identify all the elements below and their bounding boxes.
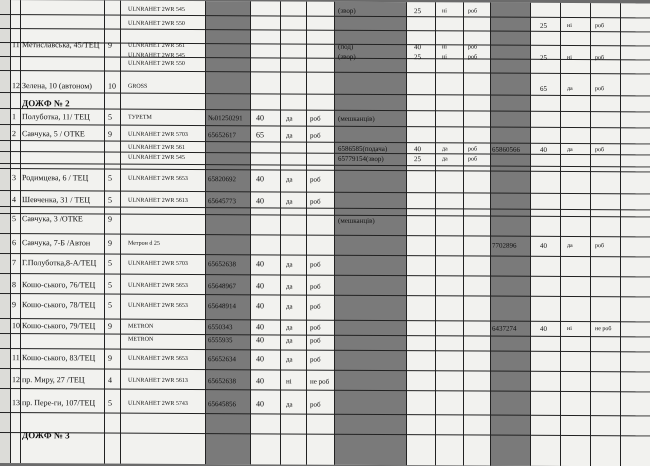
cell-c4: роб: [468, 54, 478, 61]
cell-d: 40: [256, 322, 264, 332]
cell-c2: роб: [310, 175, 321, 184]
cell-address: Кошо-ського, 76/ТЕЦ: [22, 280, 96, 290]
cell-s2: 7702896: [492, 241, 517, 250]
row-rule-6: [0, 92, 650, 96]
cell-address: Савчука, 7-Б /Автон: [22, 238, 91, 248]
cell-c4: роб: [468, 8, 478, 15]
cell-c1: да: [286, 302, 293, 311]
cell-note: 65779154(звор): [338, 154, 384, 164]
cell-c2: не роб: [310, 377, 330, 386]
cell-c1: да: [286, 114, 293, 123]
row-rule-10: [0, 151, 650, 155]
cell-e1: 65: [540, 84, 547, 93]
cell-address: Метиславська, 45/ТЕЦ: [22, 40, 100, 50]
cell-model: ULNRAHET 2WR 545: [128, 52, 185, 59]
row-rule-21: [0, 333, 650, 337]
cell-floors: 5: [108, 173, 112, 183]
cell-no: 11: [12, 353, 20, 363]
cell-serial: 65652617: [208, 131, 236, 140]
cell-floors: 9: [108, 238, 112, 248]
cell-model: METRON: [128, 336, 154, 343]
cell-c4: роб: [468, 44, 478, 51]
cell-c3: ні: [442, 54, 447, 61]
cell-no: 12: [12, 81, 20, 91]
cell-floors: 5: [108, 258, 112, 268]
cell-address: ДОЖФ № 2: [22, 98, 70, 109]
cell-no: 8: [12, 280, 16, 290]
row-rule-26: [0, 432, 650, 436]
row-rule-17: [0, 253, 650, 257]
cell-c2: роб: [310, 197, 321, 206]
cell-c1: да: [286, 323, 293, 332]
cell-c2: роб: [310, 323, 321, 332]
cell-c1: да: [286, 282, 293, 291]
cell-model: ULNRAHET 2WR 5653: [128, 302, 188, 309]
cell-model: ULNRAHET 2WR 561: [128, 42, 185, 49]
cell-e1: 25: [540, 21, 547, 30]
cell-c3: ні: [442, 44, 447, 51]
cell-e2: да: [567, 146, 573, 153]
row-rule-20: [0, 318, 650, 322]
cell-d: 40: [256, 354, 264, 364]
cell-n2: 25: [414, 53, 421, 62]
cell-no: 9: [12, 300, 16, 310]
row-rule-13: [0, 190, 650, 194]
cell-no: 3: [12, 173, 16, 183]
row-rule-12: [0, 168, 650, 172]
cell-e1: 40: [540, 145, 547, 154]
row-rule-24: [0, 388, 650, 392]
cell-e2: ні: [567, 22, 572, 29]
cell-model: ТУРЕТМ: [128, 114, 152, 121]
cell-c3: да: [442, 156, 448, 163]
cell-serial: 65652638: [208, 260, 236, 269]
cell-c3: да: [442, 146, 448, 153]
row-rule-25: [0, 412, 650, 416]
cell-no: 4: [12, 195, 16, 205]
row-rule-8: [0, 124, 650, 128]
cell-e2: да: [567, 85, 573, 92]
cell-model: ULNRAHET 2WR 550: [128, 60, 185, 67]
cell-e3: роб: [595, 55, 605, 62]
cell-d: 40: [256, 399, 264, 409]
cell-floors: 4: [108, 375, 112, 385]
cell-c2: роб: [310, 302, 321, 311]
cell-model: ULNRAHET 2WR 5613: [128, 197, 188, 204]
cell-model: ULNRAHET 2WR 545: [128, 6, 185, 13]
cell-serial: 65648967: [208, 282, 236, 291]
cell-d: 65: [256, 130, 264, 140]
cell-c1: да: [286, 197, 293, 206]
cell-c2: роб: [310, 260, 321, 269]
cell-address: Г.Полуботка,8-А/ТЕЦ: [22, 258, 97, 268]
cell-s2: 65860566: [492, 145, 520, 154]
cell-c1: да: [286, 131, 293, 140]
cell-c2: роб: [310, 336, 321, 345]
cell-e1: 40: [540, 324, 547, 333]
cell-serial: 6550343: [208, 323, 233, 332]
cell-s2: 6437274: [492, 324, 517, 333]
row-rule-11: [0, 163, 650, 167]
cell-serial: 65645856: [208, 400, 236, 409]
cell-note: 6586585(подача): [338, 144, 388, 154]
cell-model: Метрон d 25: [128, 240, 160, 247]
cell-serial: 65652634: [208, 355, 236, 364]
cell-serial: 65820692: [208, 175, 236, 184]
cell-no: 5: [12, 214, 16, 224]
cell-address: Савчука, 5 / ОТКЕ: [22, 129, 85, 139]
cell-e2: ні: [567, 325, 572, 332]
cell-model: ULNRAHET 2WR 5653: [128, 355, 188, 362]
cell-floors: 9: [108, 40, 112, 50]
row-rule-4: [0, 56, 650, 60]
cell-address: Зелена, 10 (автоном): [22, 81, 92, 91]
row-rule-22: [0, 348, 650, 352]
cell-address: ДОЖФ № 3: [22, 430, 70, 441]
cell-serial: 65652638: [208, 377, 236, 386]
cell-note: (мешканців): [338, 114, 375, 123]
cell-no: 10: [12, 321, 20, 331]
cell-floors: 5: [108, 195, 112, 205]
row-rule-18: [0, 273, 650, 277]
row-rule-16: [0, 233, 650, 237]
cell-d: 40: [256, 335, 264, 345]
cell-model: METRON: [128, 323, 154, 330]
cell-c1: да: [286, 336, 293, 345]
cell-address: Родимцева, 6 / ТЕЦ: [22, 173, 89, 183]
cell-note: (мешканців): [338, 216, 375, 225]
cell-e1: 25: [540, 53, 547, 62]
cell-c1: да: [286, 400, 293, 409]
cell-d: 40: [256, 301, 264, 311]
cell-d: 40: [256, 259, 264, 269]
cell-n2: 40: [414, 43, 421, 52]
cell-c2: роб: [310, 114, 321, 123]
cell-c1: да: [286, 355, 293, 364]
cell-c1: да: [286, 175, 293, 184]
cell-floors: 5: [108, 398, 112, 408]
cell-address: Кошо-ського, 78/ТЕЦ: [22, 300, 96, 310]
cell-e3: роб: [595, 86, 605, 93]
row-rule-9: [0, 140, 650, 144]
cell-e2: ні: [567, 54, 572, 61]
row-rule-7: [0, 108, 650, 112]
cell-n2: 25: [414, 155, 421, 164]
cell-no: 13: [12, 398, 20, 408]
row-rule-1: [0, 14, 650, 18]
cell-model: ULNRAHET 2WR 550: [128, 20, 185, 27]
cell-address: Шевченка, 31 / ТЕЦ: [22, 195, 91, 205]
cell-e3: роб: [595, 23, 605, 30]
cell-no: 6: [12, 238, 16, 248]
cell-model: ULNRAHET 2WR 5653: [128, 282, 188, 289]
cell-note: (звор): [338, 52, 356, 61]
row-rule-23: [0, 368, 650, 372]
row-rule-15: [0, 213, 650, 217]
cell-c1: ні: [286, 377, 292, 386]
cell-c1: да: [286, 260, 293, 269]
cell-e3: роб: [595, 147, 605, 154]
cell-note: (под): [338, 42, 354, 51]
row-rule-2: [0, 28, 650, 32]
row-rule-5: [0, 70, 650, 74]
cell-model: ULNRAHET 2WR 545: [128, 154, 185, 161]
cell-floors: 5: [108, 280, 112, 290]
cell-c4: роб: [468, 156, 478, 163]
row-rule-14: [0, 206, 650, 210]
cell-model: ULNRAHET 2WR 561: [128, 144, 185, 151]
cell-floors: 9: [108, 129, 112, 139]
cell-d: 40: [256, 113, 264, 123]
cell-serial: №01250291: [208, 114, 243, 123]
cell-model: ULNRAHET 2WR 5613: [128, 377, 188, 384]
cell-n2: 40: [414, 145, 421, 154]
cell-c2: роб: [310, 282, 321, 291]
cell-no: 2: [12, 129, 16, 139]
cell-address: Савчука, 3 /ОТКЕ: [22, 214, 83, 224]
cell-model: ULNRAHET 2WR 5743: [128, 400, 188, 407]
cell-serial: 65648914: [208, 302, 236, 311]
cell-no: 7: [12, 258, 16, 268]
cell-d: 40: [256, 174, 264, 184]
cell-model: ULNRAHET 2WR 5703: [128, 131, 188, 138]
cell-c4: роб: [468, 146, 478, 153]
cell-d: 40: [256, 281, 264, 291]
cell-c2: роб: [310, 131, 321, 140]
cell-address: Полуботка, 11/ ТЕЦ: [22, 112, 90, 122]
cell-model: ULNRAHET 2WR 5653: [128, 175, 188, 182]
cell-c2: роб: [310, 400, 321, 409]
cell-c2: роб: [310, 355, 321, 364]
row-rule-19: [0, 293, 650, 297]
cell-e2: да: [567, 242, 573, 249]
cell-floors: 5: [108, 300, 112, 310]
cell-no: 11: [12, 40, 20, 50]
cell-model: GROSS: [128, 83, 148, 90]
cell-n2: 25: [414, 7, 421, 16]
cell-floors: 9: [108, 353, 112, 363]
cell-c3: ні: [442, 8, 447, 15]
cell-e3: не роб: [595, 326, 612, 333]
cell-address: пр. Пере-ги, 107/ТЕЦ: [22, 398, 96, 408]
cell-floors: 9: [108, 214, 112, 224]
cell-floors: 9: [108, 321, 112, 331]
cell-floors: 10: [108, 81, 116, 91]
cell-no: 12: [12, 375, 20, 385]
cell-address: Кошо-ського, 83/ТЕЦ: [22, 353, 96, 363]
cell-d: 40: [256, 376, 264, 386]
cell-floors: 5: [108, 112, 112, 122]
cell-address: пр. Миру, 27 /ТЕЦ: [22, 375, 85, 385]
cell-d: 40: [256, 196, 264, 206]
cell-no: 1: [12, 112, 16, 122]
cell-serial: 65645773: [208, 197, 236, 206]
cell-note: (звор): [338, 6, 356, 15]
cell-address: Кошо-ського, 79/ТЕЦ: [22, 321, 96, 331]
cell-serial: 6555935: [208, 336, 233, 345]
cell-model: ULNRAHET 2WR 5703: [128, 260, 188, 267]
cell-e3: роб: [595, 243, 605, 250]
cell-e1: 40: [540, 241, 547, 250]
